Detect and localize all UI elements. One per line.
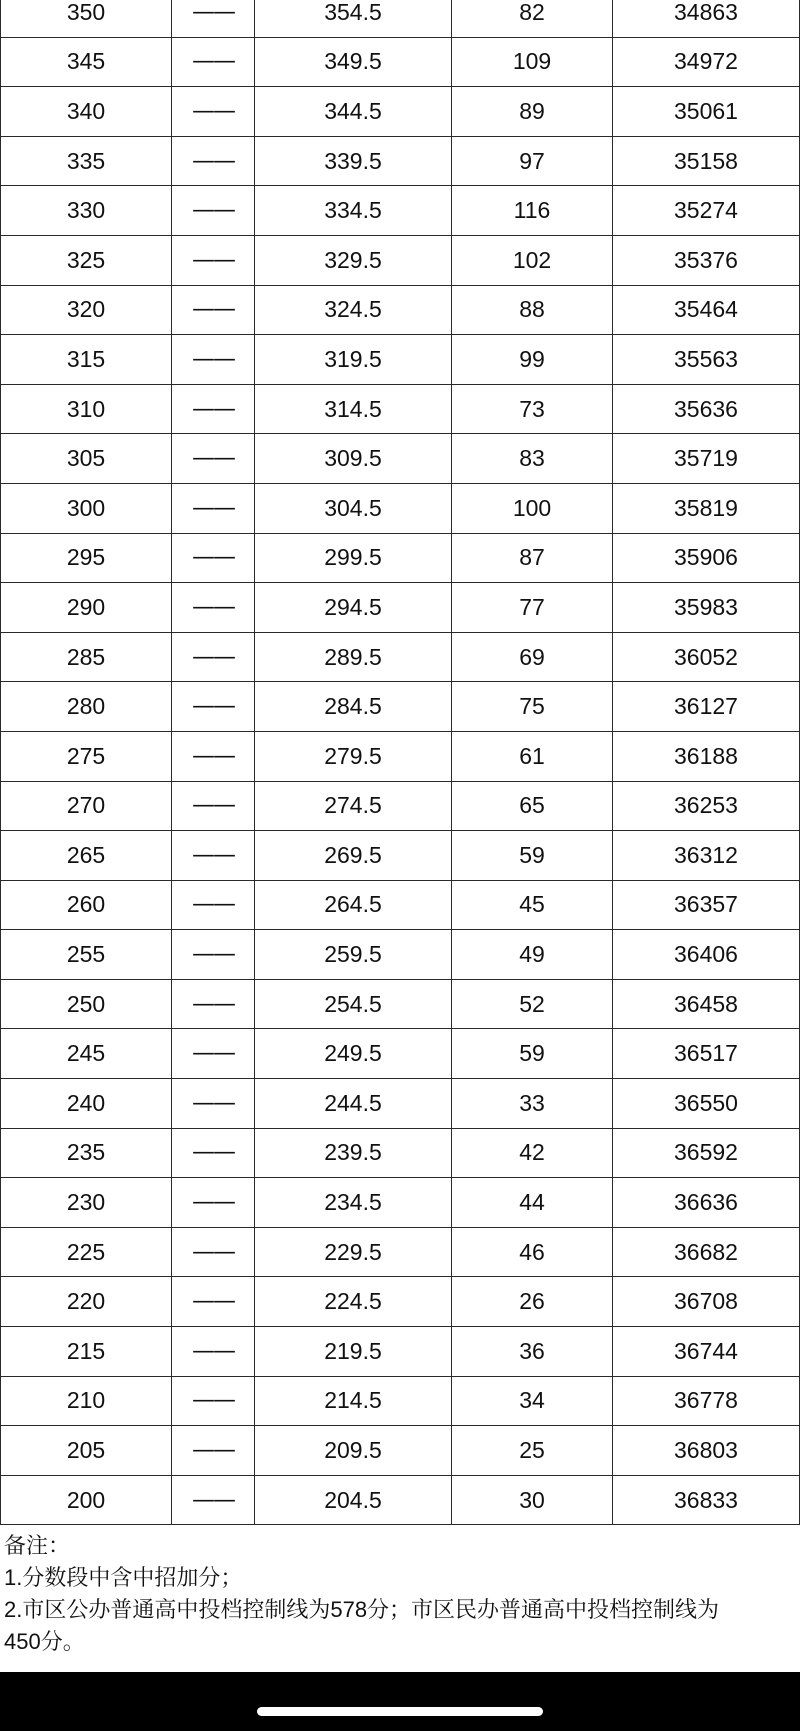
count-cell: 52: [452, 979, 613, 1029]
score-upper-cell: 329.5: [255, 235, 452, 285]
count-cell: 59: [452, 1029, 613, 1079]
score-lower-cell: 215: [1, 1327, 172, 1377]
score-lower-cell: 290: [1, 583, 172, 633]
score-upper-cell: 239.5: [255, 1128, 452, 1178]
score-lower-cell: 315: [1, 335, 172, 385]
cumulative-count-cell: 36052: [613, 632, 800, 682]
cumulative-count-cell: 35274: [613, 186, 800, 236]
table-row: [1, 880, 800, 930]
cumulative-count-cell: 35983: [613, 583, 800, 633]
score-lower-cell: 325: [1, 235, 172, 285]
range-dash-cell: ——: [172, 731, 255, 781]
score-lower-cell: 340: [1, 87, 172, 137]
score-upper-cell: 334.5: [255, 186, 452, 236]
cumulative-count-cell: 35464: [613, 285, 800, 335]
score-lower-cell: 205: [1, 1426, 172, 1476]
table-row: [1, 136, 800, 186]
table-row: [1, 285, 800, 335]
score-upper-cell: 324.5: [255, 285, 452, 335]
score-upper-cell: 344.5: [255, 87, 452, 137]
score-lower-cell: 330: [1, 186, 172, 236]
count-cell: 83: [452, 434, 613, 484]
cumulative-count-cell: 36458: [613, 979, 800, 1029]
table-row: [1, 434, 800, 484]
cumulative-count-cell: 35819: [613, 483, 800, 533]
score-upper-cell: 279.5: [255, 731, 452, 781]
cumulative-count-cell: 36406: [613, 930, 800, 980]
count-cell: 102: [452, 235, 613, 285]
cumulative-count-cell: 34972: [613, 37, 800, 87]
score-lower-cell: 345: [1, 37, 172, 87]
score-upper-cell: 264.5: [255, 880, 452, 930]
cumulative-count-cell: 35906: [613, 533, 800, 583]
score-upper-cell: 294.5: [255, 583, 452, 633]
cumulative-count-cell: 36708: [613, 1277, 800, 1327]
cumulative-count-cell: 36253: [613, 781, 800, 831]
note-line-2: 2.市区公办普通高中投档控制线为578分；市区民办普通高中投档控制线为: [4, 1597, 720, 1622]
cumulative-count-cell: 36312: [613, 831, 800, 881]
score-lower-cell: 310: [1, 384, 172, 434]
score-lower-cell: 335: [1, 136, 172, 186]
cumulative-count-cell: 36550: [613, 1079, 800, 1129]
count-cell: 61: [452, 731, 613, 781]
range-dash-cell: ——: [172, 1227, 255, 1277]
table-row: [1, 483, 800, 533]
score-upper-cell: 259.5: [255, 930, 452, 980]
range-dash-cell: ——: [172, 1128, 255, 1178]
count-cell: 25: [452, 1426, 613, 1476]
count-cell: 49: [452, 930, 613, 980]
score-upper-cell: 299.5: [255, 533, 452, 583]
score-lower-cell: 230: [1, 1178, 172, 1228]
notes-heading: 备注：: [4, 1533, 71, 1558]
table-row: [1, 731, 800, 781]
score-lower-cell: 260: [1, 880, 172, 930]
score-upper-cell: 204.5: [255, 1475, 452, 1525]
range-dash-cell: ——: [172, 632, 255, 682]
count-cell: 89: [452, 87, 613, 137]
home-indicator[interactable]: [257, 1707, 543, 1716]
table-row: [1, 1426, 800, 1476]
count-cell: 59: [452, 831, 613, 881]
table-row: [1, 87, 800, 137]
range-dash-cell: ——: [172, 235, 255, 285]
count-cell: 77: [452, 583, 613, 633]
table-row: [1, 930, 800, 980]
count-cell: 82: [452, 0, 613, 37]
score-lower-cell: 285: [1, 632, 172, 682]
score-upper-cell: 244.5: [255, 1079, 452, 1129]
table-row: [1, 831, 800, 881]
score-upper-cell: 274.5: [255, 781, 452, 831]
table-row: [1, 384, 800, 434]
score-lower-cell: 350: [1, 0, 172, 37]
score-lower-cell: 275: [1, 731, 172, 781]
count-cell: 97: [452, 136, 613, 186]
count-cell: 109: [452, 37, 613, 87]
range-dash-cell: ——: [172, 136, 255, 186]
cumulative-count-cell: 35061: [613, 87, 800, 137]
count-cell: 46: [452, 1227, 613, 1277]
count-cell: 36: [452, 1327, 613, 1377]
score-lower-cell: 320: [1, 285, 172, 335]
table-row: [1, 1475, 800, 1525]
table-row: [1, 583, 800, 633]
table-row: [1, 682, 800, 732]
table-row: [1, 1327, 800, 1377]
score-lower-cell: 255: [1, 930, 172, 980]
count-cell: 87: [452, 533, 613, 583]
cumulative-count-cell: 35719: [613, 434, 800, 484]
score-upper-cell: 254.5: [255, 979, 452, 1029]
table-row: [1, 0, 800, 37]
cumulative-count-cell: 36188: [613, 731, 800, 781]
range-dash-cell: ——: [172, 1079, 255, 1129]
cumulative-count-cell: 36127: [613, 682, 800, 732]
note-line-1: 1.分数段中含中招加分；: [4, 1565, 243, 1590]
range-dash-cell: ——: [172, 37, 255, 87]
score-lower-cell: 200: [1, 1475, 172, 1525]
cumulative-count-cell: 36636: [613, 1178, 800, 1228]
score-lower-cell: 250: [1, 979, 172, 1029]
range-dash-cell: ——: [172, 583, 255, 633]
note-line-3: 450分。: [4, 1629, 85, 1654]
score-upper-cell: 209.5: [255, 1426, 452, 1476]
score-upper-cell: 249.5: [255, 1029, 452, 1079]
score-lower-cell: 270: [1, 781, 172, 831]
table-row: [1, 1277, 800, 1327]
cumulative-count-cell: 36357: [613, 880, 800, 930]
score-lower-cell: 240: [1, 1079, 172, 1129]
range-dash-cell: ——: [172, 384, 255, 434]
cumulative-count-cell: 36744: [613, 1327, 800, 1377]
cumulative-count-cell: 35376: [613, 235, 800, 285]
range-dash-cell: ——: [172, 1277, 255, 1327]
range-dash-cell: ——: [172, 880, 255, 930]
range-dash-cell: ——: [172, 1376, 255, 1426]
score-lower-cell: 265: [1, 831, 172, 881]
range-dash-cell: ——: [172, 533, 255, 583]
score-lower-cell: 300: [1, 483, 172, 533]
cumulative-count-cell: 35158: [613, 136, 800, 186]
score-upper-cell: 319.5: [255, 335, 452, 385]
table-row: [1, 1128, 800, 1178]
range-dash-cell: ——: [172, 87, 255, 137]
count-cell: 100: [452, 483, 613, 533]
cumulative-count-cell: 36592: [613, 1128, 800, 1178]
range-dash-cell: ——: [172, 434, 255, 484]
table-row: [1, 781, 800, 831]
count-cell: 33: [452, 1079, 613, 1129]
count-cell: 42: [452, 1128, 613, 1178]
range-dash-cell: ——: [172, 1327, 255, 1377]
table-row: [1, 1029, 800, 1079]
count-cell: 26: [452, 1277, 613, 1327]
score-lower-cell: 305: [1, 434, 172, 484]
score-lower-cell: 210: [1, 1376, 172, 1426]
score-upper-cell: 309.5: [255, 434, 452, 484]
count-cell: 73: [452, 384, 613, 434]
score-upper-cell: 284.5: [255, 682, 452, 732]
score-upper-cell: 224.5: [255, 1277, 452, 1327]
count-cell: 45: [452, 880, 613, 930]
count-cell: 65: [452, 781, 613, 831]
cumulative-count-cell: 35563: [613, 335, 800, 385]
score-upper-cell: 354.5: [255, 0, 452, 37]
cumulative-count-cell: 36778: [613, 1376, 800, 1426]
table-row: [1, 1178, 800, 1228]
score-upper-cell: 304.5: [255, 483, 452, 533]
score-lower-cell: 280: [1, 682, 172, 732]
range-dash-cell: ——: [172, 285, 255, 335]
count-cell: 30: [452, 1475, 613, 1525]
table-row: [1, 1376, 800, 1426]
table-row: [1, 235, 800, 285]
table-row: [1, 186, 800, 236]
table-body: [1, 0, 800, 1525]
table-row: [1, 979, 800, 1029]
range-dash-cell: ——: [172, 1029, 255, 1079]
range-dash-cell: ——: [172, 483, 255, 533]
cumulative-count-cell: 36803: [613, 1426, 800, 1476]
range-dash-cell: ——: [172, 979, 255, 1029]
range-dash-cell: ——: [172, 0, 255, 37]
range-dash-cell: ——: [172, 335, 255, 385]
notes-section: [4, 1530, 794, 1658]
score-upper-cell: 214.5: [255, 1376, 452, 1426]
score-lower-cell: 245: [1, 1029, 172, 1079]
score-upper-cell: 314.5: [255, 384, 452, 434]
score-lower-cell: 235: [1, 1128, 172, 1178]
score-upper-cell: 269.5: [255, 831, 452, 881]
table-row: [1, 632, 800, 682]
count-cell: 116: [452, 186, 613, 236]
score-upper-cell: 229.5: [255, 1227, 452, 1277]
range-dash-cell: ——: [172, 930, 255, 980]
count-cell: 75: [452, 682, 613, 732]
cumulative-count-cell: 36833: [613, 1475, 800, 1525]
count-cell: 69: [452, 632, 613, 682]
score-upper-cell: 349.5: [255, 37, 452, 87]
table-row: [1, 37, 800, 87]
range-dash-cell: ——: [172, 781, 255, 831]
range-dash-cell: ——: [172, 831, 255, 881]
system-bottom-bar: [0, 1672, 800, 1731]
count-cell: 34: [452, 1376, 613, 1426]
count-cell: 44: [452, 1178, 613, 1228]
count-cell: 99: [452, 335, 613, 385]
cumulative-count-cell: 36682: [613, 1227, 800, 1277]
table-row: [1, 1227, 800, 1277]
cumulative-count-cell: 36517: [613, 1029, 800, 1079]
score-upper-cell: 219.5: [255, 1327, 452, 1377]
table-row: [1, 1079, 800, 1129]
score-lower-cell: 225: [1, 1227, 172, 1277]
range-dash-cell: ——: [172, 1178, 255, 1228]
range-dash-cell: ——: [172, 186, 255, 236]
cumulative-count-cell: 34863: [613, 0, 800, 37]
score-upper-cell: 234.5: [255, 1178, 452, 1228]
range-dash-cell: ——: [172, 1426, 255, 1476]
range-dash-cell: ——: [172, 1475, 255, 1525]
range-dash-cell: ——: [172, 682, 255, 732]
score-lower-cell: 220: [1, 1277, 172, 1327]
score-lower-cell: 295: [1, 533, 172, 583]
score-upper-cell: 289.5: [255, 632, 452, 682]
table-row: [1, 533, 800, 583]
count-cell: 88: [452, 285, 613, 335]
score-upper-cell: 339.5: [255, 136, 452, 186]
cumulative-count-cell: 35636: [613, 384, 800, 434]
table-row: [1, 335, 800, 385]
